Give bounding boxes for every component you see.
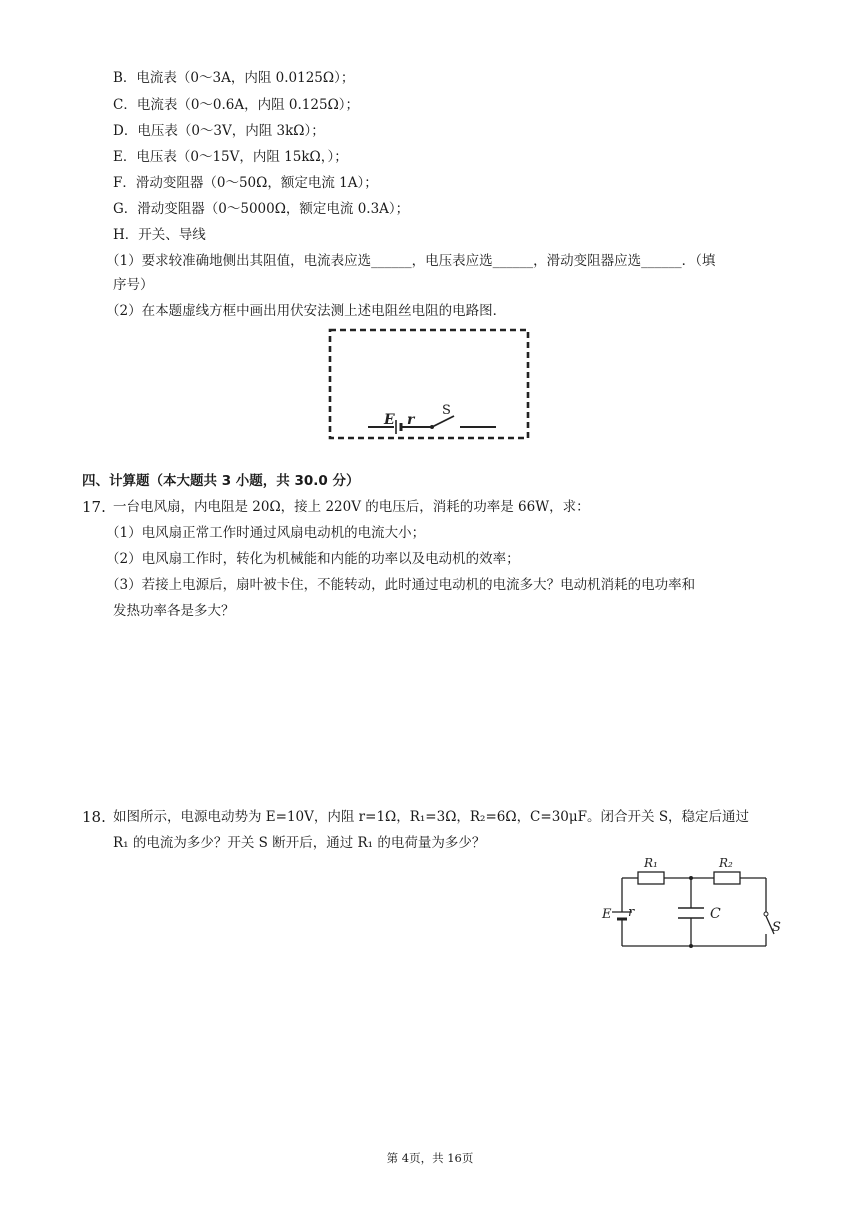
option-d: D．电压表（0～3V，内阻 3kΩ）； [113,123,325,139]
q16-internal-label: r [407,412,415,428]
q18-number: 18. [82,808,106,826]
q18-line1: 如图所示，电源电动势为 E=10V，内阻 r=1Ω，R₁=3Ω，R₂=6Ω，C=30μF。闭合开关 S，稳定后通过 [113,809,750,825]
option-g: G．滑动变阻器（0～5000Ω，额定电流 0.3A）； [113,201,410,217]
q17-number: 17. [82,498,106,516]
option-e: E．电压表（0～15V，内阻 15kΩ，）； [113,149,348,165]
q18-e-label: E [602,907,612,922]
q18-r1-label: R₁ [644,856,658,870]
q17-stem: 一台电风扇，内电阻是 20Ω，接上 220V 的电压后，消耗的功率是 66W，求： [113,499,590,515]
q17-sub2: （2）电风扇工作时，转化为机械能和内能的功率以及电动机的效率； [106,551,520,567]
q16-battery-label: E [384,412,395,428]
q16-circuit-diagram [326,326,534,444]
q18-circuit-diagram [598,852,788,956]
q18-r-label: r [628,905,635,920]
q16-part1-line1: （1）要求较准确地侧出其阻值，电流表应选______，电压表应选______，滑动变阻器应选______．（填 [106,253,716,269]
q16-switch-label: S [442,403,451,418]
q16-part2: （2）在本题虚线方框中画出用伏安法测上述电阻丝电阻的电路图． [106,303,507,319]
q18-r2-label: R₂ [719,856,733,870]
page-footer: 第 4页，共 16页 [386,1151,474,1165]
section-title: 四、计算题（本大题共 3 小题，共 30.0 分） [82,473,360,489]
q18-c-label: C [710,906,721,922]
q18-line2: R₁ 的电流为多少？开关 S 断开后，通过 R₁ 的电荷量为多少？ [113,835,486,851]
q17-sub3-line2: 发热功率各是多大？ [113,603,235,619]
option-f: F．滑动变阻器（0～50Ω，额定电流 1A）； [113,175,378,191]
q17-sub1: （1）电风扇正常工作时通过风扇电动机的电流大小； [106,525,426,541]
q16-part1-line2: 序号） [113,277,154,293]
option-h: H．开关、导线 [113,227,206,243]
q17-sub3-line1: （3）若接上电源后，扇叶被卡住，不能转动，此时通过电动机的电流多大？电动机消耗的电功率和 [106,577,696,593]
q18-s-label: S [772,920,781,935]
option-b: B．电流表（0～3A，内阻 0.0125Ω）； [113,70,355,86]
option-c: C．电流表（0～0.6A，内阻 0.125Ω）； [113,97,360,113]
